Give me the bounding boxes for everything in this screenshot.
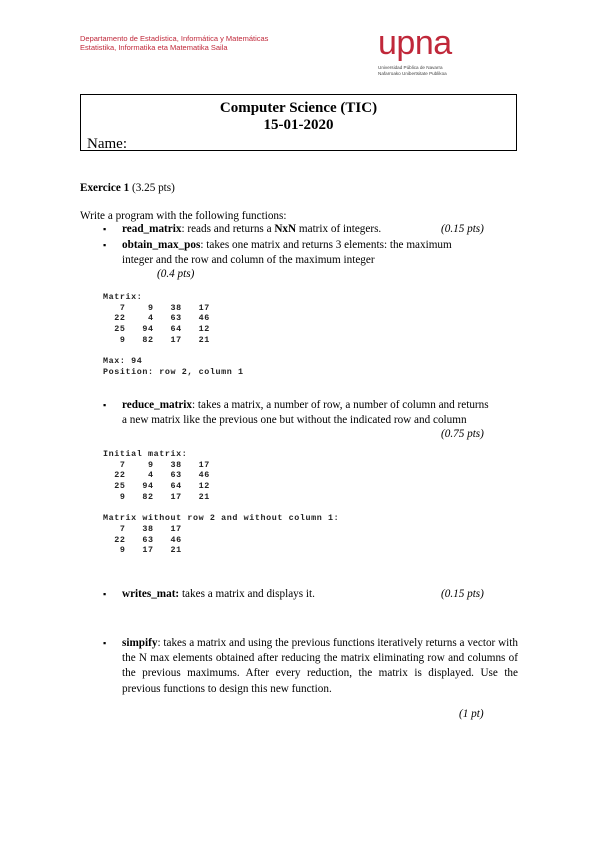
exercise-points: (3.25 pts) <box>131 182 175 194</box>
example1-position: Position: row 2, column 1 <box>103 366 244 377</box>
read-matrix-item <box>122 222 381 236</box>
logo-subtitle-2: Nafarroako Unibertsitate Publikoa <box>378 71 447 76</box>
writes-mat-points: (0.15 pts) <box>441 588 484 600</box>
reduce-matrix-points: (0.75 pts) <box>441 428 484 440</box>
example1-row-3: 25 94 64 12 <box>103 324 210 335</box>
reduce-matrix-text: : takes a matrix, a number of row, a number of column and returns <box>192 399 489 411</box>
department-name <box>80 34 268 52</box>
bullet-icon: ▪ <box>103 224 107 234</box>
simpify-name: simpify <box>122 637 158 649</box>
logo-word: upna <box>378 24 452 62</box>
example2-reduced-row-1: 7 38 17 <box>103 523 182 534</box>
read-matrix-name: read_matrix <box>122 223 182 235</box>
exam-header-box <box>80 94 517 151</box>
obtain-max-pos-points: (0.4 pts) <box>157 268 195 280</box>
exercise-heading <box>80 181 175 195</box>
bullet-icon: ▪ <box>103 638 107 648</box>
obtain-max-pos-name: obtain_max_pos <box>122 239 201 251</box>
writes-mat-item <box>122 587 315 601</box>
example1-row-1: 7 9 38 17 <box>103 302 210 313</box>
reduce-matrix-line-1 <box>122 398 489 412</box>
read-matrix-text-a: : reads and returns a <box>181 223 275 235</box>
writes-mat-text: takes a matrix and displays it. <box>179 588 315 600</box>
example1-max: Max: 94 <box>103 356 143 367</box>
example2-reduced-row-3: 9 17 21 <box>103 545 182 556</box>
bullet-icon: ▪ <box>103 589 107 599</box>
bullet-icon: ▪ <box>103 240 107 250</box>
read-matrix-nxn: NxN <box>274 223 297 235</box>
logo-subtitle-1: Universidad Pública de Navarra <box>378 65 443 70</box>
department-line-2: Estatistika, Informatika eta Matematika Saila <box>80 43 228 52</box>
exercise-intro: Write a program with the following functions: <box>80 210 287 222</box>
example2-row-3: 25 94 64 12 <box>103 481 210 492</box>
exam-date: 15-01-2020 <box>263 117 334 133</box>
example2-console <box>103 449 339 556</box>
example2-row-4: 9 82 17 21 <box>103 491 210 502</box>
writes-mat-name: writes_mat: <box>122 588 180 600</box>
exercise-title: Exercice 1 <box>80 182 130 194</box>
bullet-icon: ▪ <box>103 400 107 410</box>
example1-row-4: 9 82 17 21 <box>103 334 210 345</box>
example2-reduced-header: Matrix without row 2 and without column 1: <box>103 513 340 524</box>
simpify-text: : takes a matrix and using the previous functions iteratively returns a vector with the N max elements obtained after reducing the matrix eliminating row and columns of the previous maximums. After every reduction, the matrix is displayed. Use the previous functions to design this new function. <box>122 637 518 695</box>
obtain-max-pos-line-1 <box>122 238 452 252</box>
example2-reduced-row-2: 22 63 46 <box>103 534 182 545</box>
reduce-matrix-line-2: a new matrix like the previous one but without the indicated row and column <box>122 414 467 426</box>
upna-logo <box>378 26 452 77</box>
example2-row-1: 7 9 38 17 <box>103 459 210 470</box>
simpify-points: (1 pt) <box>459 708 484 720</box>
obtain-max-pos-line-2: integer and the row and column of the maximum integer <box>122 254 375 266</box>
exam-title: Computer Science (TIC) <box>219 100 378 116</box>
read-matrix-points: (0.15 pts) <box>441 223 484 235</box>
example1-header: Matrix: <box>103 292 143 302</box>
example2-row-2: 22 4 63 46 <box>103 470 210 481</box>
example2-header: Initial matrix: <box>103 449 188 459</box>
department-line-1: Departamento de Estadística, Informática y Matemáticas <box>80 34 269 43</box>
simpify-item <box>122 636 518 697</box>
obtain-max-pos-text: : takes one matrix and returns 3 elements: the maximum <box>200 239 452 251</box>
example1-row-2: 22 4 63 46 <box>103 313 210 324</box>
name-label: Name: <box>87 136 127 152</box>
read-matrix-text-b: matrix of integers. <box>296 223 382 235</box>
example1-console <box>103 292 244 378</box>
reduce-matrix-name: reduce_matrix <box>122 399 193 411</box>
